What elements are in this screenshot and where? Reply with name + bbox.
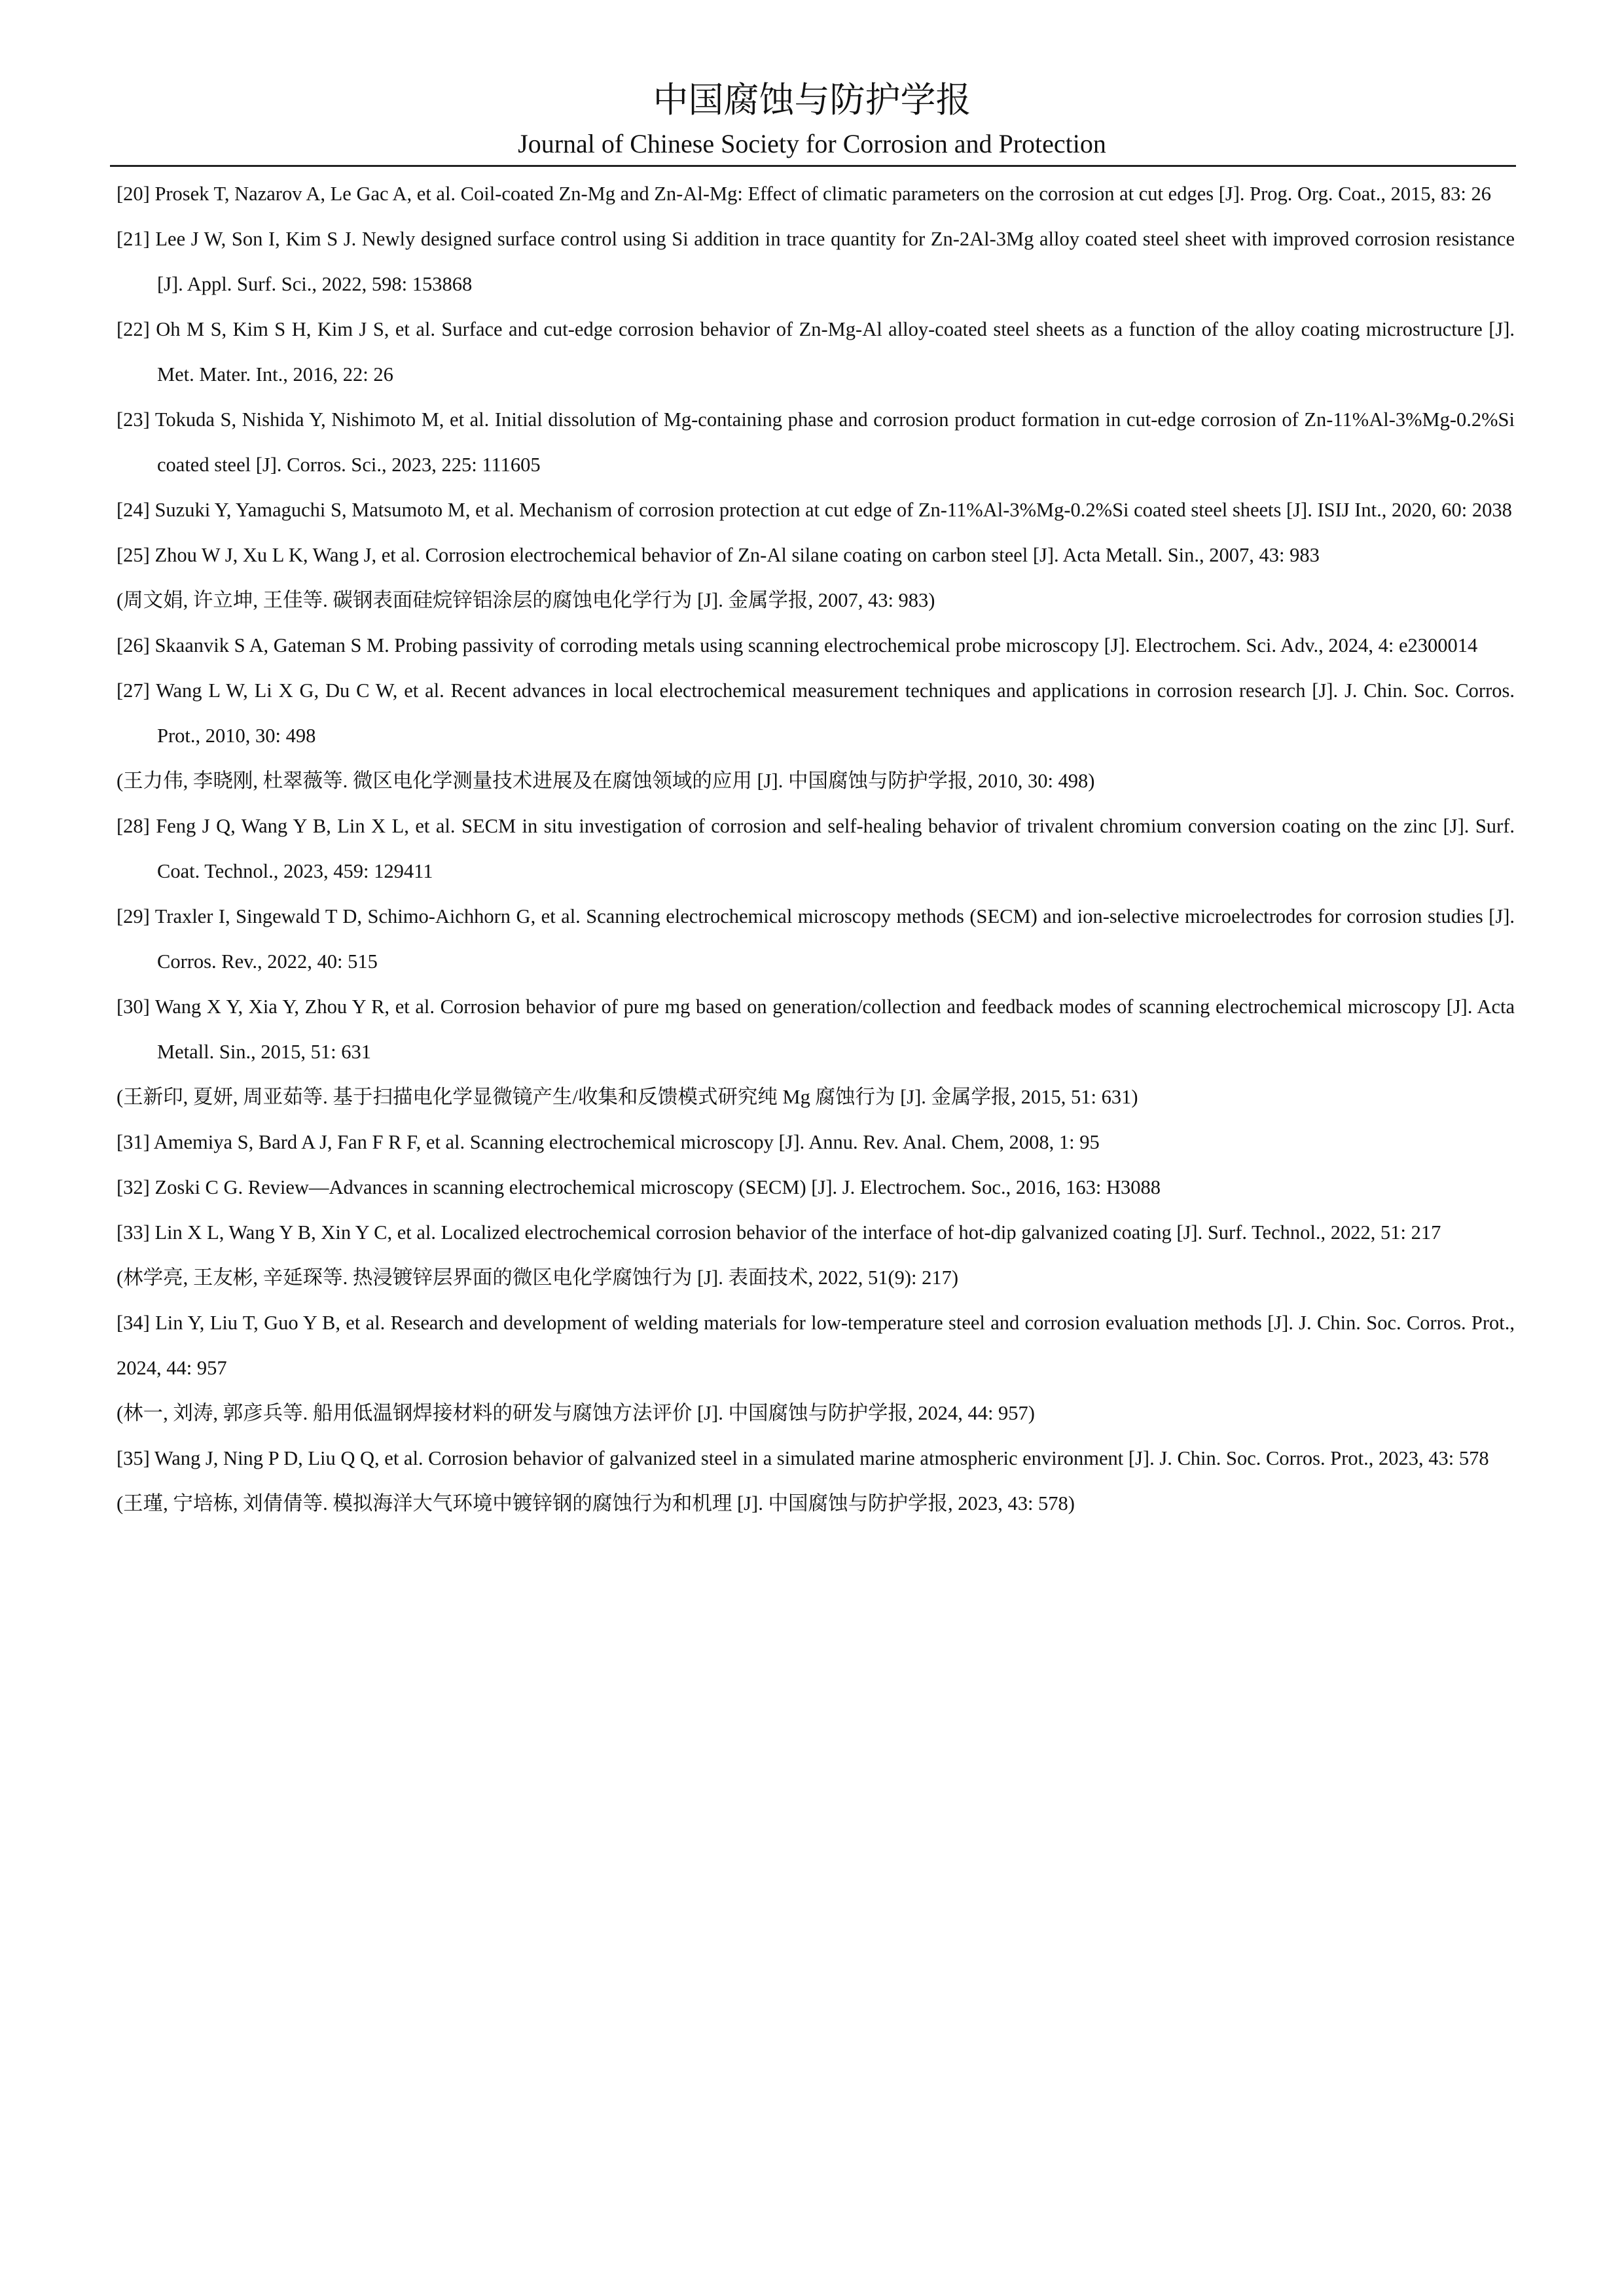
journal-title-english: Journal of Chinese Society for Corrosion and Protection bbox=[518, 129, 1106, 158]
reference-item: [20] Prosek T, Nazarov A, Le Gac A, et al. Coil-coated Zn-Mg and Zn-Al-Mg: Effect of climatic parameters on the corrosion at cut edges [J]. Prog. Org. Coat., 2015, 83: 26 bbox=[117, 183, 1491, 205]
reference-item: [28] Feng J Q, Wang Y B, Lin X L, et al. SECM in situ investigation of corrosion and self-healing behavior of trivalent chromium conversion coating on the zinc [J]. Surf. Coat. Technol., 2023, 459: 129411 bbox=[117, 815, 1515, 882]
header-divider bbox=[110, 165, 1516, 167]
reference-item: [23] Tokuda S, Nishida Y, Nishimoto M, et al. Initial dissolution of Mg-containing phase and corrosion product formation in cut-edge corrosion of Zn-11%Al-3%Mg-0.2%Si coated steel [J]. Corros. Sci., 2023, 225: 111605 bbox=[117, 408, 1515, 476]
reference-item: [29] Traxler I, Singewald T D, Schimo-Aichhorn G, et al. Scanning electrochemical microscopy methods (SECM) and ion-selective microelectrodes for corrosion studies [J]. Corros. Rev., 2022, 40: 515 bbox=[117, 905, 1515, 973]
reference-list bbox=[117, 171, 1515, 1526]
reference-item: [27] Wang L W, Li X G, Du C W, et al. Recent advances in local electrochemical measurement techniques and applications in corrosion research [J]. J. Chin. Soc. Corros. Prot., 2010, 30: 498 bbox=[117, 679, 1515, 747]
reference-translation: (林一, 刘涛, 郭彦兵等. 船用低温钢焊接材料的研发与腐蚀方法评价 [J]. 中国腐蚀与防护学报, 2024, 44: 957) bbox=[117, 1402, 1035, 1424]
journal-title-chinese: 中国腐蚀与防护学报 bbox=[653, 79, 971, 120]
reference-translation: (林学亮, 王友彬, 辛延琛等. 热浸镀锌层界面的微区电化学腐蚀行为 [J]. 表面技术, 2022, 51(9): 217) bbox=[117, 1266, 959, 1289]
reference-item: [22] Oh M S, Kim S H, Kim J S, et al. Surface and cut-edge corrosion behavior of Zn-Mg-Al alloy-coated steel sheets as a function of the alloy coating microstructure [J]. Met. Mater. Int., 2016, 22: 26 bbox=[117, 318, 1515, 386]
reference-item: [31] Amemiya S, Bard A J, Fan F R F, et al. Scanning electrochemical microscopy [J]. Annu. Rev. Anal. Chem, 2008, 1: 95 bbox=[117, 1131, 1100, 1153]
reference-item: [21] Lee J W, Son I, Kim S J. Newly designed surface control using Si addition in trace quantity for Zn-2Al-3Mg alloy coated steel sheet with improved corrosion resistance [J]. Appl. Surf. Sci., 2022, 598: 153868 bbox=[117, 228, 1515, 295]
reference-item: [25] Zhou W J, Xu L K, Wang J, et al. Corrosion electrochemical behavior of Zn-Al silane coating on carbon steel [J]. Acta Metall. Sin., 2007, 43: 983 bbox=[117, 544, 1320, 566]
reference-translation: (王新印, 夏妍, 周亚茹等. 基于扫描电化学显微镜产生/收集和反馈模式研究纯 Mg 腐蚀行为 [J]. 金属学报, 2015, 51: 631) bbox=[117, 1086, 1138, 1108]
reference-item: [24] Suzuki Y, Yamaguchi S, Matsumoto M, et al. Mechanism of corrosion protection at cut edge of Zn-11%Al-3%Mg-0.2%Si coated steel sheets [J]. ISIJ Int., 2020, 60: 2038 bbox=[117, 499, 1512, 521]
reference-item: [35] Wang J, Ning P D, Liu Q Q, et al. Corrosion behavior of galvanized steel in a simulated marine atmospheric environment [J]. J. Chin. Soc. Corros. Prot., 2023, 43: 578 bbox=[117, 1447, 1489, 1469]
reference-item: [33] Lin X L, Wang Y B, Xin Y C, et al. Localized electrochemical corrosion behavior of the interface of hot-dip galvanized coating [J]. Surf. Technol., 2022, 51: 217 bbox=[117, 1221, 1441, 1244]
reference-item: [30] Wang X Y, Xia Y, Zhou Y R, et al. Corrosion behavior of pure mg based on generation/collection and feedback modes of scanning electrochemical microscopy [J]. Acta Metall. Sin., 2015, 51: 631 bbox=[117, 996, 1515, 1063]
reference-translation: (王瑾, 宁培栋, 刘倩倩等. 模拟海洋大气环境中镀锌钢的腐蚀行为和机理 [J]. 中国腐蚀与防护学报, 2023, 43: 578) bbox=[117, 1492, 1075, 1515]
reference-item: [34] Lin Y, Liu T, Guo Y B, et al. Research and development of welding materials for low-temperature steel and corrosion evaluation methods [J]. J. Chin. Soc. Corros. Prot., 2024, 44: 957 bbox=[117, 1312, 1515, 1379]
reference-item: [26] Skaanvik S A, Gateman S M. Probing passivity of corroding metals using scanning electrochemical probe microscopy [J]. Electrochem. Sci. Adv., 2024, 4: e2300014 bbox=[117, 634, 1478, 656]
reference-translation: (周文娟, 许立坤, 王佳等. 碳钢表面硅烷锌铝涂层的腐蚀电化学行为 [J]. 金属学报, 2007, 43: 983) bbox=[117, 589, 935, 611]
reference-translation: (王力伟, 李晓刚, 杜翠薇等. 微区电化学测量技术进展及在腐蚀领域的应用 [J]. 中国腐蚀与防护学报, 2010, 30: 498) bbox=[117, 770, 1095, 792]
reference-item: [32] Zoski C G. Review—Advances in scanning electrochemical microscopy (SECM) [J]. J. Electrochem. Soc., 2016, 163: H3088 bbox=[117, 1176, 1161, 1198]
